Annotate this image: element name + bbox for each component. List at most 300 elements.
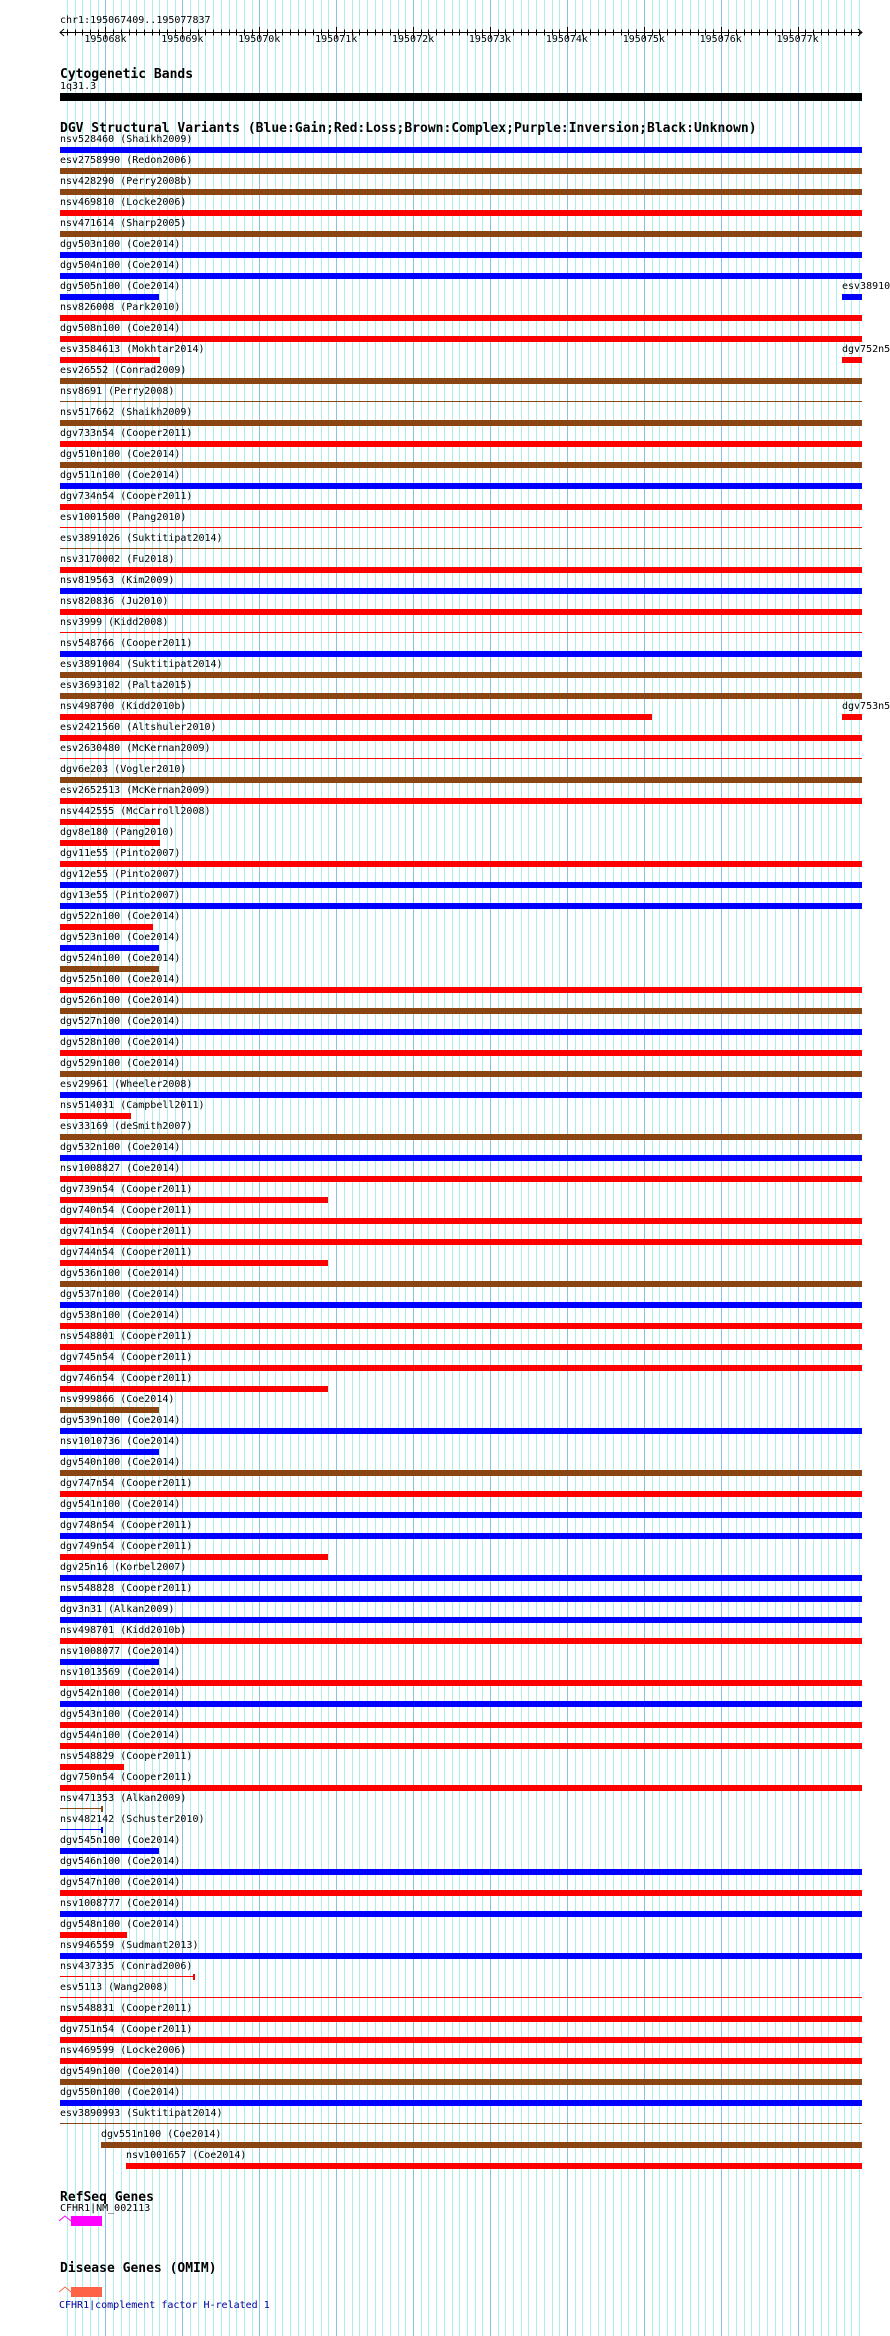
variant-label[interactable]: dgv733n54 (Cooper2011)	[60, 428, 193, 439]
variant-bar-loss[interactable]	[60, 1932, 127, 1938]
variant-bar-gain[interactable]	[60, 1953, 862, 1959]
variant-label[interactable]: dgv6e203 (Vogler2010)	[60, 764, 187, 775]
variant-label[interactable]: dgv545n100 (Coe2014)	[60, 1835, 181, 1846]
variant-bar-complex[interactable]	[60, 2123, 862, 2124]
variant-label[interactable]: esv5113 (Wang2008)	[60, 1982, 169, 1993]
variant-bar-complex[interactable]	[60, 189, 862, 195]
variant-label[interactable]: dgv752n5	[842, 344, 890, 355]
variant-bar-loss[interactable]	[60, 1722, 862, 1728]
variant-label[interactable]: nsv1001657 (Coe2014)	[126, 2150, 247, 2161]
variant-label[interactable]: dgv13e55 (Pinto2007)	[60, 890, 181, 901]
variant-row	[0, 365, 890, 386]
variant-bar-loss[interactable]	[60, 1976, 194, 1977]
variant-bar-loss[interactable]	[60, 527, 862, 528]
variant-bar-loss[interactable]	[60, 1680, 862, 1686]
variant-label[interactable]: dgv532n100 (Coe2014)	[60, 1142, 181, 1153]
variant-bar-complex[interactable]	[60, 672, 862, 678]
variant-row	[0, 1898, 890, 1919]
variant-row	[0, 953, 890, 974]
variant-bar-loss[interactable]	[60, 1997, 862, 1998]
variant-row	[0, 1037, 890, 1058]
variant-row	[0, 2129, 890, 2150]
variant-bar-loss[interactable]	[60, 1344, 862, 1350]
variant-label[interactable]: nsv819563 (Kim2009)	[60, 575, 175, 586]
variant-bar-gain[interactable]	[842, 294, 862, 300]
variant-row	[0, 1478, 890, 1499]
variant-label[interactable]: nsv514031 (Campbell2011)	[60, 1100, 205, 1111]
variant-bar-loss[interactable]	[60, 1890, 862, 1896]
variant-row	[0, 659, 890, 680]
axis-tick-label: 195069k	[161, 34, 204, 45]
variant-label[interactable]: nsv548766 (Cooper2011)	[60, 638, 193, 649]
variant-label[interactable]: dgv537n100 (Coe2014)	[60, 1289, 181, 1300]
variant-bar-loss[interactable]	[60, 819, 160, 825]
variant-bar-loss[interactable]	[60, 861, 862, 867]
variant-label[interactable]: dgv539n100 (Coe2014)	[60, 1415, 181, 1426]
variant-label[interactable]: dgv505n100 (Coe2014)	[60, 281, 181, 292]
refseq-gene-exon[interactable]	[71, 2216, 102, 2226]
variant-label[interactable]: nsv528460 (Shaikh2009)	[60, 134, 193, 145]
variant-bar-gain[interactable]	[60, 252, 862, 258]
variant-label[interactable]: dgv522n100 (Coe2014)	[60, 911, 181, 922]
variant-row	[0, 1352, 890, 1373]
variant-label[interactable]: nsv469810 (Locke2006)	[60, 197, 187, 208]
variant-row	[0, 176, 890, 197]
variant-label[interactable]: nsv999866 (Coe2014)	[60, 1394, 175, 1405]
variant-label[interactable]: nsv1008777 (Coe2014)	[60, 1898, 181, 1909]
variant-bar-loss[interactable]	[60, 210, 862, 216]
variant-label[interactable]: dgv528n100 (Coe2014)	[60, 1037, 181, 1048]
variant-row	[0, 1793, 890, 1814]
variant-label[interactable]: dgv751n54 (Cooper2011)	[60, 2024, 193, 2035]
variant-bar-gain[interactable]	[60, 1869, 862, 1875]
variant-row	[0, 1835, 890, 1856]
variant-label[interactable]: dgv551n100 (Coe2014)	[101, 2129, 222, 2140]
variant-label[interactable]: dgv525n100 (Coe2014)	[60, 974, 181, 985]
variant-row	[0, 1121, 890, 1142]
variant-label[interactable]: dgv549n100 (Coe2014)	[60, 2066, 181, 2077]
variant-row	[0, 932, 890, 953]
variant-bar-complex[interactable]	[60, 231, 862, 237]
variant-row	[0, 1856, 890, 1877]
variant-label[interactable]: esv3693102 (Palta2015)	[60, 680, 193, 691]
variant-bar-gain[interactable]	[60, 483, 862, 489]
variant-bar-gain[interactable]	[60, 1596, 862, 1602]
variant-bar-gain[interactable]	[60, 1533, 862, 1539]
variant-label[interactable]: dgv526n100 (Coe2014)	[60, 995, 181, 1006]
variant-label[interactable]: dgv546n100 (Coe2014)	[60, 1856, 181, 1867]
variant-bar-loss[interactable]	[60, 1554, 328, 1560]
variant-label[interactable]: dgv748n54 (Cooper2011)	[60, 1520, 193, 1531]
variant-label[interactable]: dgv734n54 (Cooper2011)	[60, 491, 193, 502]
variant-label[interactable]: dgv8e180 (Pang2010)	[60, 827, 175, 838]
variant-label[interactable]: esv3890993 (Suktitipat2014)	[60, 2108, 223, 2119]
variant-row	[0, 1457, 890, 1478]
variant-label[interactable]: esv3891026 (Suktitipat2014)	[60, 533, 223, 544]
variant-label[interactable]: esv3891004 (Suktitipat2014)	[60, 659, 223, 670]
variant-label[interactable]: dgv745n54 (Cooper2011)	[60, 1352, 193, 1363]
variant-label[interactable]: dgv750n54 (Cooper2011)	[60, 1772, 193, 1783]
variant-bar-complex[interactable]	[60, 966, 159, 972]
variant-row	[0, 1268, 890, 1289]
variant-bar-loss[interactable]	[60, 924, 153, 930]
axis-tick-label: 195075k	[622, 34, 665, 45]
variant-bar-complex[interactable]	[60, 420, 862, 426]
variant-bar-complex[interactable]	[60, 1008, 862, 1014]
variant-label[interactable]: esv2652513 (McKernan2009)	[60, 785, 211, 796]
variant-bar-loss[interactable]	[60, 1239, 862, 1245]
variant-label[interactable]: nsv1008077 (Coe2014)	[60, 1646, 181, 1657]
variant-label[interactable]: dgv543n100 (Coe2014)	[60, 1709, 181, 1720]
variant-bar-loss[interactable]	[60, 798, 862, 804]
variant-row	[0, 701, 890, 722]
variant-bar-loss[interactable]	[60, 315, 862, 321]
variant-bar-loss[interactable]	[60, 987, 862, 993]
variant-bar-gain[interactable]	[60, 2100, 862, 2106]
variant-label[interactable]: nsv548801 (Cooper2011)	[60, 1331, 193, 1342]
variant-row	[0, 2066, 890, 2087]
variant-label[interactable]: dgv542n100 (Coe2014)	[60, 1688, 181, 1699]
variant-bar-gain[interactable]	[60, 1449, 159, 1455]
variant-row	[0, 1667, 890, 1688]
variant-row	[0, 2150, 890, 2171]
variant-row	[0, 1961, 890, 1982]
variant-row	[0, 1310, 890, 1331]
variant-bar-loss[interactable]	[60, 504, 862, 510]
ruler-axis	[0, 24, 890, 38]
axis-tick-label: 195072k	[392, 34, 435, 45]
variant-row	[0, 1940, 890, 1961]
variant-bar-gain[interactable]	[60, 1829, 102, 1830]
cytoband-bar[interactable]	[60, 93, 862, 101]
variant-row	[0, 869, 890, 890]
variant-bar-loss[interactable]	[60, 1785, 862, 1791]
variant-row	[0, 1184, 890, 1205]
variant-end-cap	[101, 1827, 103, 1833]
axis-tick-label: 195073k	[468, 34, 512, 45]
variant-bar-loss[interactable]	[60, 1050, 862, 1056]
variant-label[interactable]: dgv746n54 (Cooper2011)	[60, 1373, 193, 1384]
variant-row	[0, 680, 890, 701]
variant-bar-loss[interactable]	[126, 2163, 862, 2169]
variant-label[interactable]: dgv12e55 (Pinto2007)	[60, 869, 181, 880]
variant-bar-loss[interactable]	[60, 1260, 328, 1266]
variant-label[interactable]: nsv548831 (Cooper2011)	[60, 2003, 193, 2014]
variant-row	[0, 1688, 890, 1709]
variant-row	[0, 260, 890, 281]
variant-label[interactable]: esv2421560 (Altshuler2010)	[60, 722, 217, 733]
variant-row	[0, 1814, 890, 1835]
variant-row	[0, 1289, 890, 1310]
variant-bar-loss[interactable]	[60, 1197, 328, 1203]
variant-bar-complex[interactable]	[60, 1407, 159, 1413]
variant-label[interactable]: dgv544n100 (Coe2014)	[60, 1730, 181, 1741]
variant-label[interactable]: nsv1010736 (Coe2014)	[60, 1436, 181, 1447]
variant-label[interactable]: dgv739n54 (Cooper2011)	[60, 1184, 193, 1195]
variant-bar-loss[interactable]	[60, 1638, 862, 1644]
variant-row	[0, 806, 890, 827]
variant-bar-gain[interactable]	[60, 945, 159, 951]
variant-row	[0, 1730, 890, 1751]
variant-bar-gain[interactable]	[60, 1617, 862, 1623]
variant-row	[0, 2108, 890, 2129]
variant-label[interactable]: dgv744n54 (Cooper2011)	[60, 1247, 193, 1258]
variant-label[interactable]: dgv541n100 (Coe2014)	[60, 1499, 181, 1510]
variant-label[interactable]: nsv3170002 (Fu2018)	[60, 554, 175, 565]
omim-gene-link[interactable]: CFHR1|complement factor H-related 1	[59, 2300, 270, 2311]
variant-bar-loss[interactable]	[60, 1386, 328, 1392]
variant-bar-loss[interactable]	[60, 1491, 862, 1497]
variant-label[interactable]: dgv527n100 (Coe2014)	[60, 1016, 181, 1027]
variant-bar-loss[interactable]	[60, 2037, 862, 2043]
variant-bar-loss[interactable]	[60, 758, 862, 759]
variant-row	[0, 470, 890, 491]
variant-bar-loss[interactable]	[60, 2058, 862, 2064]
axis-tick-label: 195076k	[699, 34, 742, 45]
variant-label[interactable]: esv33169 (deSmith2007)	[60, 1121, 193, 1132]
variant-label[interactable]: nsv548828 (Cooper2011)	[60, 1583, 193, 1594]
variant-bar-complex[interactable]	[60, 1134, 862, 1140]
variant-bar-gain[interactable]	[60, 588, 862, 594]
variant-label[interactable]: esv1001500 (Pang2010)	[60, 512, 187, 523]
variant-row	[0, 1331, 890, 1352]
variant-row	[0, 155, 890, 176]
variant-row	[0, 785, 890, 806]
variant-row	[0, 554, 890, 575]
variant-label[interactable]: esv26552 (Conrad2009)	[60, 365, 187, 376]
variant-bar-loss[interactable]	[842, 714, 862, 720]
variant-row	[0, 743, 890, 764]
variant-label[interactable]: nsv8691 (Perry2008)	[60, 386, 175, 397]
variant-row	[0, 722, 890, 743]
variant-bar-complex[interactable]	[60, 401, 862, 402]
omim-gene-exon[interactable]	[71, 2287, 102, 2297]
variant-label[interactable]: nsv517662 (Shaikh2009)	[60, 407, 193, 418]
variant-row	[0, 428, 890, 449]
variant-row	[0, 1604, 890, 1625]
variant-row	[0, 1205, 890, 1226]
variant-label[interactable]: esv2758990 (Redon2006)	[60, 155, 193, 166]
variant-bar-loss[interactable]	[60, 1365, 862, 1371]
variant-label[interactable]: nsv3999 (Kidd2008)	[60, 617, 169, 628]
variant-label[interactable]: nsv1008827 (Coe2014)	[60, 1163, 181, 1174]
variant-bar-complex[interactable]	[60, 1470, 862, 1476]
variant-row	[0, 1226, 890, 1247]
variant-row	[0, 1646, 890, 1667]
variant-bar-loss[interactable]	[842, 357, 862, 363]
variant-row	[0, 638, 890, 659]
region-label: chr1:195067409..195077837	[60, 15, 211, 26]
variant-bar-gain[interactable]	[60, 1848, 159, 1854]
variant-bar-gain[interactable]	[60, 1701, 862, 1707]
variant-label[interactable]: dgv510n100 (Coe2014)	[60, 449, 181, 460]
variant-label[interactable]: dgv503n100 (Coe2014)	[60, 239, 181, 250]
variant-bar-gain[interactable]	[60, 882, 862, 888]
variant-bar-gain[interactable]	[60, 1659, 159, 1665]
variant-label[interactable]: dgv747n54 (Cooper2011)	[60, 1478, 193, 1489]
variant-bar-gain[interactable]	[60, 1302, 862, 1308]
variant-label[interactable]: dgv529n100 (Coe2014)	[60, 1058, 181, 1069]
variant-row	[0, 1709, 890, 1730]
variant-label[interactable]: dgv511n100 (Coe2014)	[60, 470, 181, 481]
variant-row	[0, 386, 890, 407]
variant-bar-gain[interactable]	[60, 1911, 862, 1917]
variant-bar-gain[interactable]	[60, 1092, 862, 1098]
variant-row	[0, 1016, 890, 1037]
variant-row	[0, 1247, 890, 1268]
variant-row	[0, 2003, 890, 2024]
variant-bar-gain[interactable]	[60, 1155, 862, 1161]
variant-label[interactable]: esv3584613 (Mokhtar2014)	[60, 344, 205, 355]
variant-label[interactable]: dgv523n100 (Coe2014)	[60, 932, 181, 943]
variant-row	[0, 134, 890, 155]
variant-bar-loss[interactable]	[60, 1764, 124, 1770]
variant-label[interactable]: nsv442555 (McCarroll2008)	[60, 806, 211, 817]
variant-label[interactable]: dgv540n100 (Coe2014)	[60, 1457, 181, 1468]
variant-bar-loss[interactable]	[60, 609, 862, 615]
variant-label[interactable]: nsv471353 (Alkan2009)	[60, 1793, 187, 1804]
variant-bar-gain[interactable]	[60, 1512, 862, 1518]
variant-row	[0, 239, 890, 260]
variant-row	[0, 1394, 890, 1415]
variant-label[interactable]: dgv741n54 (Cooper2011)	[60, 1226, 193, 1237]
variant-bar-complex[interactable]	[60, 2079, 862, 2085]
variant-row	[0, 1163, 890, 1184]
variant-label[interactable]: dgv3n31 (Alkan2009)	[60, 1604, 175, 1615]
variant-bar-gain[interactable]	[60, 651, 862, 657]
variant-row	[0, 827, 890, 848]
variant-label[interactable]: dgv508n100 (Coe2014)	[60, 323, 181, 334]
variant-label[interactable]: dgv25n16 (Korbel2007)	[60, 1562, 187, 1573]
variant-row	[0, 1058, 890, 1079]
variant-label[interactable]: nsv820836 (Ju2010)	[60, 596, 169, 607]
variant-row	[0, 1100, 890, 1121]
variant-bar-loss[interactable]	[60, 336, 862, 342]
variant-label[interactable]: dgv547n100 (Coe2014)	[60, 1877, 181, 1888]
variant-bar-gain[interactable]	[60, 147, 862, 153]
variant-bar-loss[interactable]	[60, 714, 652, 720]
variant-label[interactable]: dgv548n100 (Coe2014)	[60, 1919, 181, 1930]
variant-bar-complex[interactable]	[101, 2142, 862, 2148]
variant-row	[0, 344, 890, 365]
variant-row	[0, 2087, 890, 2108]
variant-bar-loss[interactable]	[60, 632, 862, 633]
cytogenetic-bands-title: Cytogenetic Bands	[60, 67, 194, 82]
variant-row	[0, 890, 890, 911]
variant-label[interactable]: esv38910	[842, 281, 890, 292]
variant-label[interactable]: esv2630480 (McKernan2009)	[60, 743, 211, 754]
variant-bar-loss[interactable]	[60, 1743, 862, 1749]
variant-label[interactable]: nsv548829 (Cooper2011)	[60, 1751, 193, 1762]
variant-bar-gain[interactable]	[60, 294, 159, 300]
variant-bar-loss[interactable]	[60, 1113, 131, 1119]
variant-label[interactable]: dgv524n100 (Coe2014)	[60, 953, 181, 964]
variant-bar-complex[interactable]	[60, 1808, 102, 1809]
variant-label[interactable]: nsv469599 (Locke2006)	[60, 2045, 187, 2056]
variant-row	[0, 1562, 890, 1583]
variant-bar-loss[interactable]	[60, 840, 160, 846]
variant-bar-complex[interactable]	[60, 1281, 862, 1287]
variant-bar-loss[interactable]	[60, 567, 862, 573]
variant-row	[0, 302, 890, 323]
axis-tick-label: 195068k	[84, 34, 127, 45]
variant-bar-complex[interactable]	[60, 777, 862, 783]
variant-label[interactable]: nsv428290 (Perry2008b)	[60, 176, 193, 187]
variant-label[interactable]: nsv1013569 (Coe2014)	[60, 1667, 181, 1678]
variant-row	[0, 1919, 890, 1940]
variant-label[interactable]: dgv753n5	[842, 701, 890, 712]
variant-row	[0, 1142, 890, 1163]
variant-row	[0, 974, 890, 995]
variant-row	[0, 323, 890, 344]
variant-bar-complex[interactable]	[60, 1071, 862, 1077]
variant-bar-loss[interactable]	[60, 1323, 862, 1329]
variant-row	[0, 533, 890, 554]
variant-row	[0, 995, 890, 1016]
variant-bar-complex[interactable]	[60, 378, 862, 384]
variant-end-cap	[101, 1806, 103, 1812]
variant-label[interactable]: nsv826008 (Park2010)	[60, 302, 181, 313]
variant-bar-gain[interactable]	[60, 903, 862, 909]
variant-row	[0, 512, 890, 533]
variant-label[interactable]: nsv437335 (Conrad2006)	[60, 1961, 193, 1972]
variant-row	[0, 1436, 890, 1457]
variant-label[interactable]: dgv550n100 (Coe2014)	[60, 2087, 181, 2098]
variant-label[interactable]: nsv471614 (Sharp2005)	[60, 218, 187, 229]
variant-row	[0, 1373, 890, 1394]
variant-bar-complex[interactable]	[60, 168, 862, 174]
dgv-track-title: DGV Structural Variants (Blue:Gain;Red:Loss;Brown:Complex;Purple:Inversion;Black:Unknown)	[60, 121, 757, 136]
variant-label[interactable]: nsv498700 (Kidd2010b)	[60, 701, 187, 712]
variant-label[interactable]: dgv740n54 (Cooper2011)	[60, 1205, 193, 1216]
variant-bar-loss[interactable]	[60, 357, 160, 363]
variant-row	[0, 218, 890, 239]
variant-label[interactable]: dgv504n100 (Coe2014)	[60, 260, 181, 271]
variant-label[interactable]: dgv749n54 (Cooper2011)	[60, 1541, 193, 1552]
variant-label[interactable]: esv29961 (Wheeler2008)	[60, 1079, 193, 1090]
variant-label[interactable]: dgv538n100 (Coe2014)	[60, 1310, 181, 1321]
variant-bar-gain[interactable]	[60, 273, 862, 279]
refseq-gene-label[interactable]: CFHR1|NM_002113	[60, 2203, 151, 2214]
variant-label[interactable]: dgv536n100 (Coe2014)	[60, 1268, 181, 1279]
variant-label[interactable]: dgv11e55 (Pinto2007)	[60, 848, 181, 859]
cytoband-label: 1q31.3	[60, 81, 97, 92]
variant-bar-loss[interactable]	[60, 441, 862, 447]
variant-bar-complex[interactable]	[60, 693, 862, 699]
variant-bar-loss[interactable]	[60, 735, 862, 741]
variant-label[interactable]: nsv482142 (Schuster2010)	[60, 1814, 205, 1825]
variant-label[interactable]: nsv498701 (Kidd2010b)	[60, 1625, 187, 1636]
variant-bar-loss[interactable]	[60, 2016, 862, 2022]
variant-bar-gain[interactable]	[60, 1029, 862, 1035]
axis-tick-label: 195070k	[238, 34, 281, 45]
variant-row	[0, 911, 890, 932]
omim-track-title: Disease Genes (OMIM)	[60, 2261, 217, 2276]
variant-row	[0, 575, 890, 596]
variant-bar-complex[interactable]	[60, 548, 862, 549]
variant-bar-complex[interactable]	[60, 462, 862, 468]
variant-row	[0, 1751, 890, 1772]
variant-bar-gain[interactable]	[60, 1428, 862, 1434]
variant-row	[0, 1625, 890, 1646]
variant-bar-loss[interactable]	[60, 1218, 862, 1224]
variant-row	[0, 848, 890, 869]
variant-label[interactable]: nsv946559 (Sudmant2013)	[60, 1940, 199, 1951]
variant-row	[0, 449, 890, 470]
variant-bar-gain[interactable]	[60, 1575, 862, 1581]
variant-bar-loss[interactable]	[60, 1176, 862, 1182]
variant-row	[0, 1499, 890, 1520]
